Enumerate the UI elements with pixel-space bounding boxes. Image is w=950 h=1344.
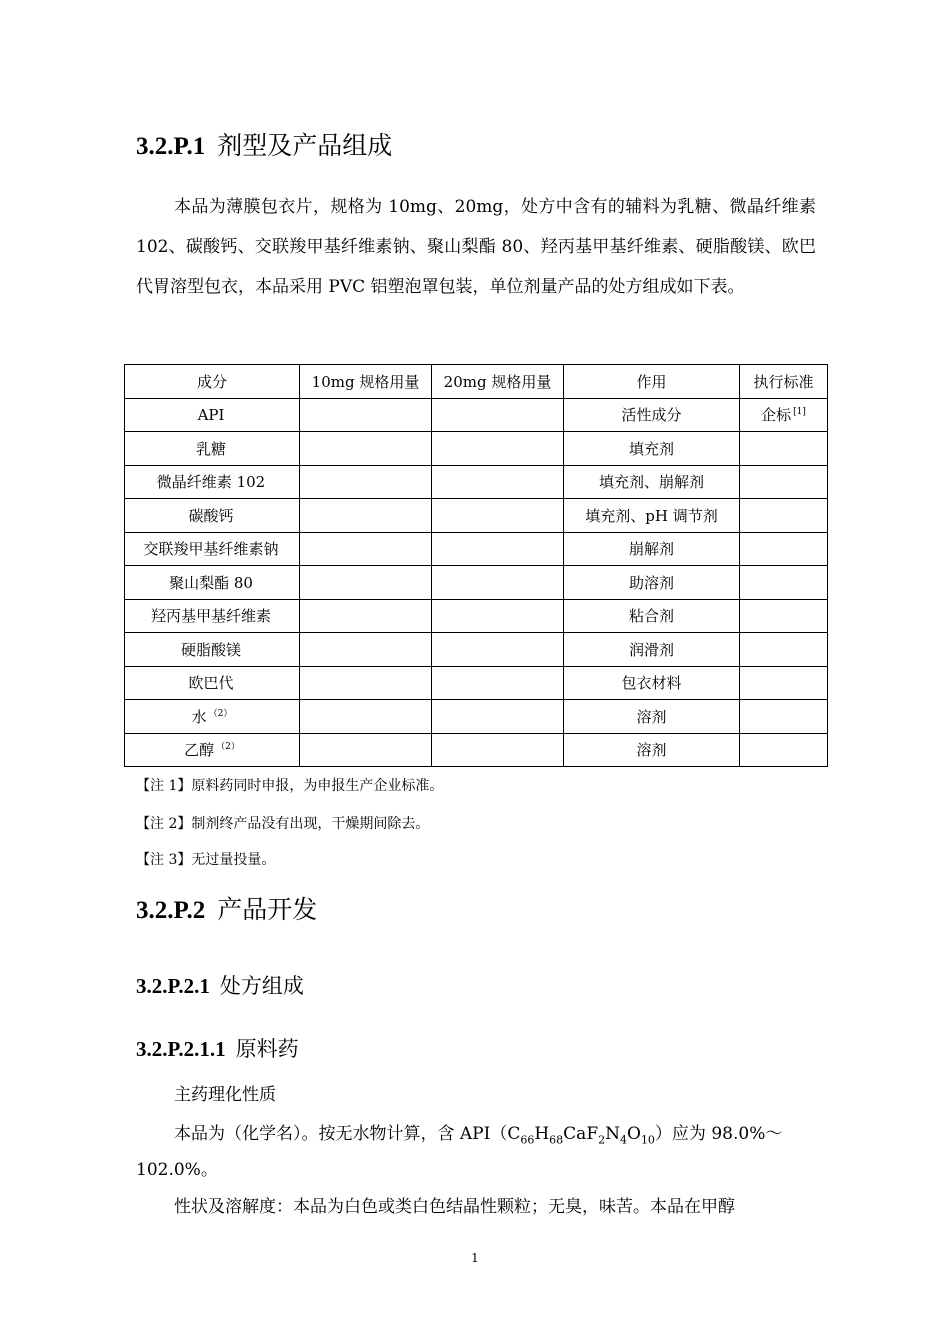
cell-standard <box>740 398 828 432</box>
cell-role <box>564 733 740 767</box>
note-1: 【注 1】原料药同时申报，为申报生产企业标准。 <box>136 778 444 794</box>
cell-role-text: 润滑剂 <box>628 640 674 659</box>
cell-ingredient-text: 乳糖 <box>195 439 226 458</box>
cell-dose-10mg <box>300 633 432 667</box>
table-body <box>125 398 828 767</box>
cell-dose-20mg <box>432 666 564 700</box>
cell-ingredient <box>125 499 300 533</box>
table-row <box>125 432 828 466</box>
section-title: 原料药 <box>235 1037 299 1061</box>
cell-dose-20mg <box>432 398 564 432</box>
table-row <box>125 733 828 767</box>
cell-role-text: 填充剂 <box>628 439 674 458</box>
formula-line <box>174 1122 782 1152</box>
cell-dose-20mg <box>432 499 564 533</box>
header-standard: 执行标准 <box>740 365 828 399</box>
cell-role-text: 崩解剂 <box>628 540 674 559</box>
cell-role-text: 粘合剂 <box>628 607 674 626</box>
section-title: 处方组成 <box>219 974 304 998</box>
header-dose-20mg: 20mg 规格用量 <box>432 365 564 399</box>
note-3: 【注 3】无过量投量。 <box>136 852 276 868</box>
cell-role-text: 溶剂 <box>636 707 667 726</box>
cell-standard <box>740 666 828 700</box>
note-2: 【注 2】制剂终产品没有出现，干燥期间除去。 <box>136 816 430 832</box>
cell-role-text: 活性成分 <box>621 406 682 425</box>
cell-dose-10mg <box>300 599 432 633</box>
cell-ingredient-text: 硬脂酸镁 <box>180 640 241 659</box>
cell-dose-10mg <box>300 499 432 533</box>
section-title: 产品开发 <box>217 895 318 924</box>
cell-ingredient-text: 欧巴代 <box>188 674 234 693</box>
formula-element: O <box>627 1124 641 1144</box>
cell-dose-10mg <box>300 398 432 432</box>
cell-ingredient-text: 碳酸钙 <box>188 506 234 525</box>
table-row <box>125 666 828 700</box>
table-row <box>125 599 828 633</box>
cell-role-text: 助溶剂 <box>628 573 674 592</box>
cell-ingredient-text: API <box>197 405 225 424</box>
formula-suffix: ）应为 98.0%～ <box>654 1124 783 1144</box>
cell-dose-10mg <box>300 432 432 466</box>
cell-role <box>564 398 740 432</box>
cell-dose-20mg <box>432 733 564 767</box>
cell-dose-20mg <box>432 700 564 734</box>
cell-ingredient <box>125 532 300 566</box>
formula-prefix: 本品为（化学名）。按无水物计算，含 API（C <box>174 1124 521 1144</box>
section-title: 剂型及产品组成 <box>217 131 393 160</box>
cell-ingredient <box>125 733 300 767</box>
footnote-marker: （2） <box>208 708 233 719</box>
section-number: 3.2.P.2 <box>136 897 206 924</box>
section-heading-3-2-p-1 <box>136 131 392 162</box>
formula-element: N <box>605 1124 620 1144</box>
cell-role <box>564 499 740 533</box>
cell-role <box>564 700 740 734</box>
table-row <box>125 633 828 667</box>
cell-standard <box>740 633 828 667</box>
cell-dose-10mg <box>300 465 432 499</box>
cell-dose-20mg <box>432 599 564 633</box>
cell-dose-20mg <box>432 465 564 499</box>
cell-dose-10mg <box>300 700 432 734</box>
cell-role <box>564 599 740 633</box>
cell-ingredient-text: 交联羧甲基纤维素钠 <box>143 540 279 559</box>
cell-role-text: 包衣材料 <box>621 674 682 693</box>
formula-subscript: 2 <box>598 1133 606 1147</box>
cell-dose-10mg <box>300 532 432 566</box>
formula-subscript: 66 <box>520 1133 535 1147</box>
cell-standard <box>740 599 828 633</box>
formula-element: H <box>534 1124 550 1144</box>
section-heading-3-2-p-2-1-1 <box>136 1036 299 1062</box>
table-row <box>125 499 828 533</box>
cell-standard <box>740 499 828 533</box>
section-number: 3.2.P.2.1 <box>136 974 210 998</box>
table-header-row <box>125 365 828 399</box>
cell-role-text: 溶剂 <box>636 741 667 760</box>
formula-line-continued: 102.0%。 <box>136 1160 218 1180</box>
cell-ingredient <box>125 666 300 700</box>
cell-role <box>564 566 740 600</box>
cell-role <box>564 432 740 466</box>
table-row <box>125 532 828 566</box>
cell-role <box>564 532 740 566</box>
cell-standard <box>740 532 828 566</box>
footnote-marker: [1] <box>793 407 806 418</box>
cell-dose-10mg <box>300 566 432 600</box>
formula-subscript: 4 <box>620 1133 627 1147</box>
header-role: 作用 <box>564 365 740 399</box>
cell-ingredient-text: 羟丙基甲基纤维素 <box>150 607 271 626</box>
cell-standard <box>740 733 828 767</box>
table-row <box>125 465 828 499</box>
header-dose-10mg: 10mg 规格用量 <box>300 365 432 399</box>
cell-dose-20mg <box>432 532 564 566</box>
formulation-table <box>124 364 828 767</box>
cell-standard <box>740 566 828 600</box>
cell-ingredient <box>125 599 300 633</box>
formula-subscript: 10 <box>640 1133 655 1147</box>
cell-ingredient <box>125 700 300 734</box>
intro-paragraph: 本品为薄膜包衣片，规格为 10mg、20mg，处方中含有的辅料为乳糖、微晶纤维素 102、碳酸钙、交联羧甲基纤维素钠、聚山梨酯 80、羟丙基甲基纤维素、硬脂酸镁、欧巴代胃溶型包衣，本品采用 PVC 铝塑泡罩包装，单位剂量产品的处方组成如下表。 <box>136 197 816 297</box>
table-row <box>125 566 828 600</box>
cell-role <box>564 465 740 499</box>
cell-ingredient-text: 水 <box>191 707 207 726</box>
subheading-physchem: 主药理化性质 <box>174 1085 276 1105</box>
formula-element: CaF <box>563 1124 599 1144</box>
section-heading-3-2-p-2 <box>136 895 317 926</box>
cell-ingredient <box>125 398 300 432</box>
section-number: 3.2.P.2.1.1 <box>136 1037 226 1061</box>
cell-ingredient-text: 微晶纤维素 102 <box>156 473 266 492</box>
table-row <box>125 398 828 432</box>
cell-ingredient <box>125 432 300 466</box>
cell-ingredient-text: 聚山梨酯 80 <box>169 573 253 592</box>
cell-dose-20mg <box>432 633 564 667</box>
cell-dose-20mg <box>432 566 564 600</box>
table-row <box>125 700 828 734</box>
chemical-formula <box>520 1124 655 1147</box>
cell-standard <box>740 700 828 734</box>
cell-ingredient-text: 乙醇 <box>184 741 215 760</box>
cell-dose-10mg <box>300 733 432 767</box>
cell-role <box>564 633 740 667</box>
footnote-marker: （2） <box>216 742 240 753</box>
cell-standard <box>740 465 828 499</box>
cell-role-text: 填充剂、崩解剂 <box>598 473 704 492</box>
cell-standard-text: 企标 <box>761 406 792 425</box>
formula-subscript: 68 <box>549 1133 564 1147</box>
cell-dose-10mg <box>300 666 432 700</box>
cell-ingredient <box>125 633 300 667</box>
appearance-paragraph: 性状及溶解度：本品为白色或类白色结晶性颗粒；无臭，味苦。本品在甲醇 <box>174 1197 735 1217</box>
cell-role <box>564 666 740 700</box>
section-number: 3.2.P.1 <box>136 133 206 160</box>
cell-standard <box>740 432 828 466</box>
page-number: 1 <box>471 1251 479 1265</box>
cell-role-text: 填充剂、pH 调节剂 <box>585 506 718 525</box>
section-heading-3-2-p-2-1 <box>136 973 304 999</box>
cell-ingredient <box>125 566 300 600</box>
cell-dose-20mg <box>432 432 564 466</box>
header-ingredient: 成分 <box>125 365 300 399</box>
cell-ingredient <box>125 465 300 499</box>
